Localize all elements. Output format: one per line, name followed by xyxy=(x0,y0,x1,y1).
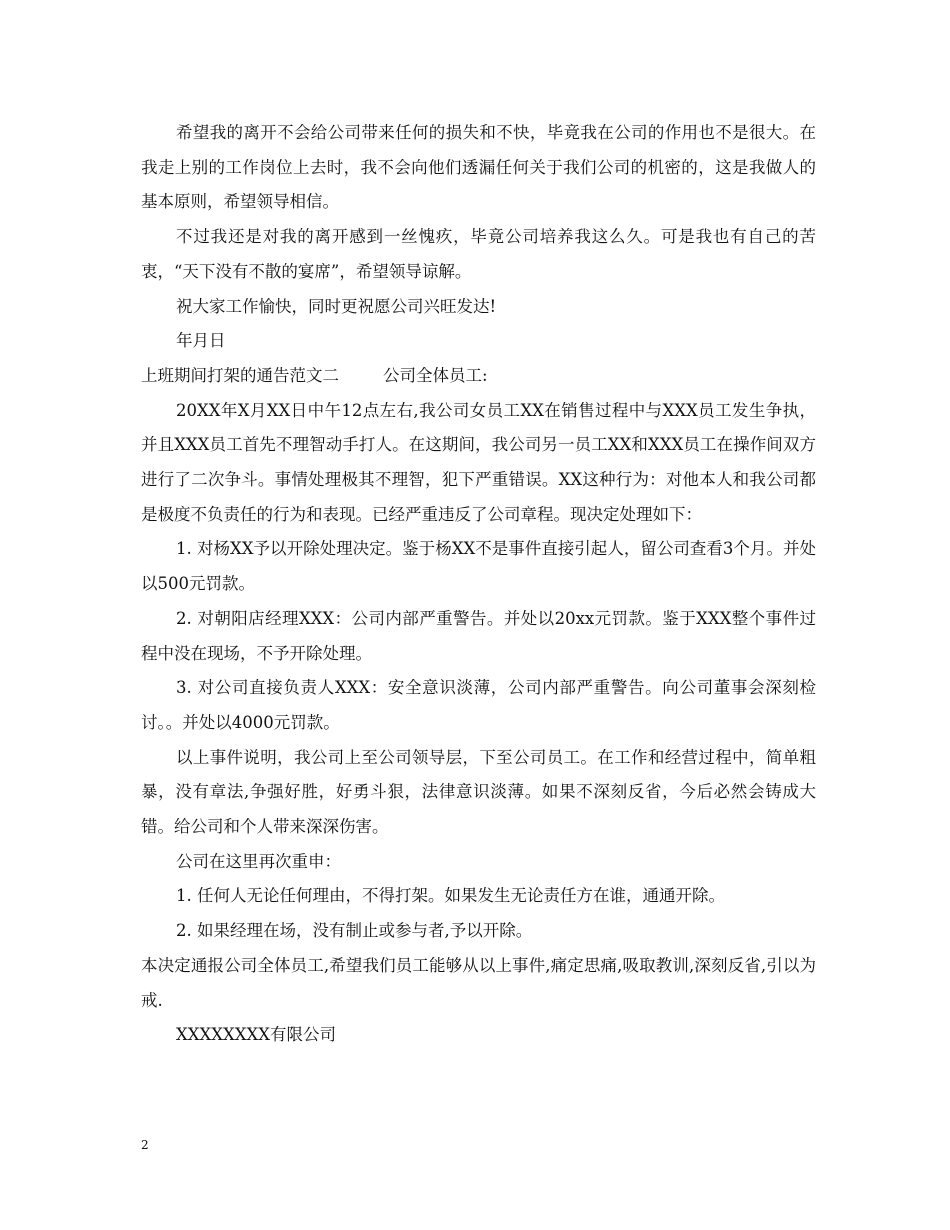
paragraph-explanation: 以上事件说明，我公司上至公司领导层，下至公司员工。在工作和经营过程中，简单粗暴，没有章法,争强好胜，好勇斗狠，法律意识淡薄。如果不深刻反省，今后必然会铸成大错。给公司和个人带来深深伤害。 xyxy=(141,747,816,837)
page-number: 2 xyxy=(141,1138,149,1152)
decision-item-2: 2. 对朝阳店经理XXX：公司内部严重警告。并处以20xx元罚款。鉴于XXX整个事件过程中没在现场，不予开除处理。 xyxy=(141,608,816,663)
paragraph-apology-impact: 希望我的离开不会给公司带来任何的损失和不快，毕竟我在公司的作用也不是很大。在我走上别的工作岗位上去时，我不会向他们透漏任何关于我们公司的机密的，这是我做人的基本原则，希望领导相信。 xyxy=(141,123,816,212)
rule-item-1: 1. 任何人无论任何理由，不得打架。如果发生无论责任方在谁，通通开除。 xyxy=(176,886,725,906)
rule-item-2: 2. 如果经理在场，没有制止或参与者,予以开除。 xyxy=(176,921,533,941)
section-title-line xyxy=(141,359,816,394)
paragraph-notice: 本决定通报公司全体员工,希望我们员工能够从以上事件,痛定思痛,吸取教训,深刻反省,引以为戒. xyxy=(141,955,816,1010)
paragraph-reiterate: 公司在这里再次重申： xyxy=(176,851,341,871)
company-signature: XXXXXXXX有限公司 xyxy=(176,1025,336,1045)
paragraph-incident: 20XX年X月XX日中午12点左右,我公司女员工XX在销售过程中与XXX员工发生争执，并且XXX员工首先不理智动手打人。在这期间，我公司另一员工XX和XXX员工在操作间双方进行了二次争斗。事情处理极其不理智，犯下严重错误。XX这种行为：对他本人和我公司都是极度不负责任的行为和表现。已经严重违反了公司章程。现决定处理如下： xyxy=(141,400,816,524)
decision-item-1: 1. 对杨XX予以开除处理决定。鉴于杨XX不是事件直接引起人，留公司查看3个月。并处以500元罚款。 xyxy=(141,539,816,594)
paragraph-apology-regret: 不过我还是对我的离开感到一丝愧疚，毕竟公司培养我这么久。可是我也有自己的苦衷，“天下没有不散的宴席”，希望领导谅解。 xyxy=(141,227,816,281)
document-content xyxy=(141,116,816,1053)
paragraph-best-wishes: 祝大家工作愉快，同时更祝愿公司兴旺发达! xyxy=(176,296,497,316)
salutation: 公司全体员工: xyxy=(383,365,488,385)
decision-item-3: 3. 对公司直接负责人XXX：安全意识淡薄，公司内部严重警告。向公司董事会深刻检讨。。并处以4000元罚款。 xyxy=(141,678,816,732)
paragraph-date: 年月日 xyxy=(176,331,226,351)
section-title: 上班期间打架的通告范文二 xyxy=(141,365,339,385)
